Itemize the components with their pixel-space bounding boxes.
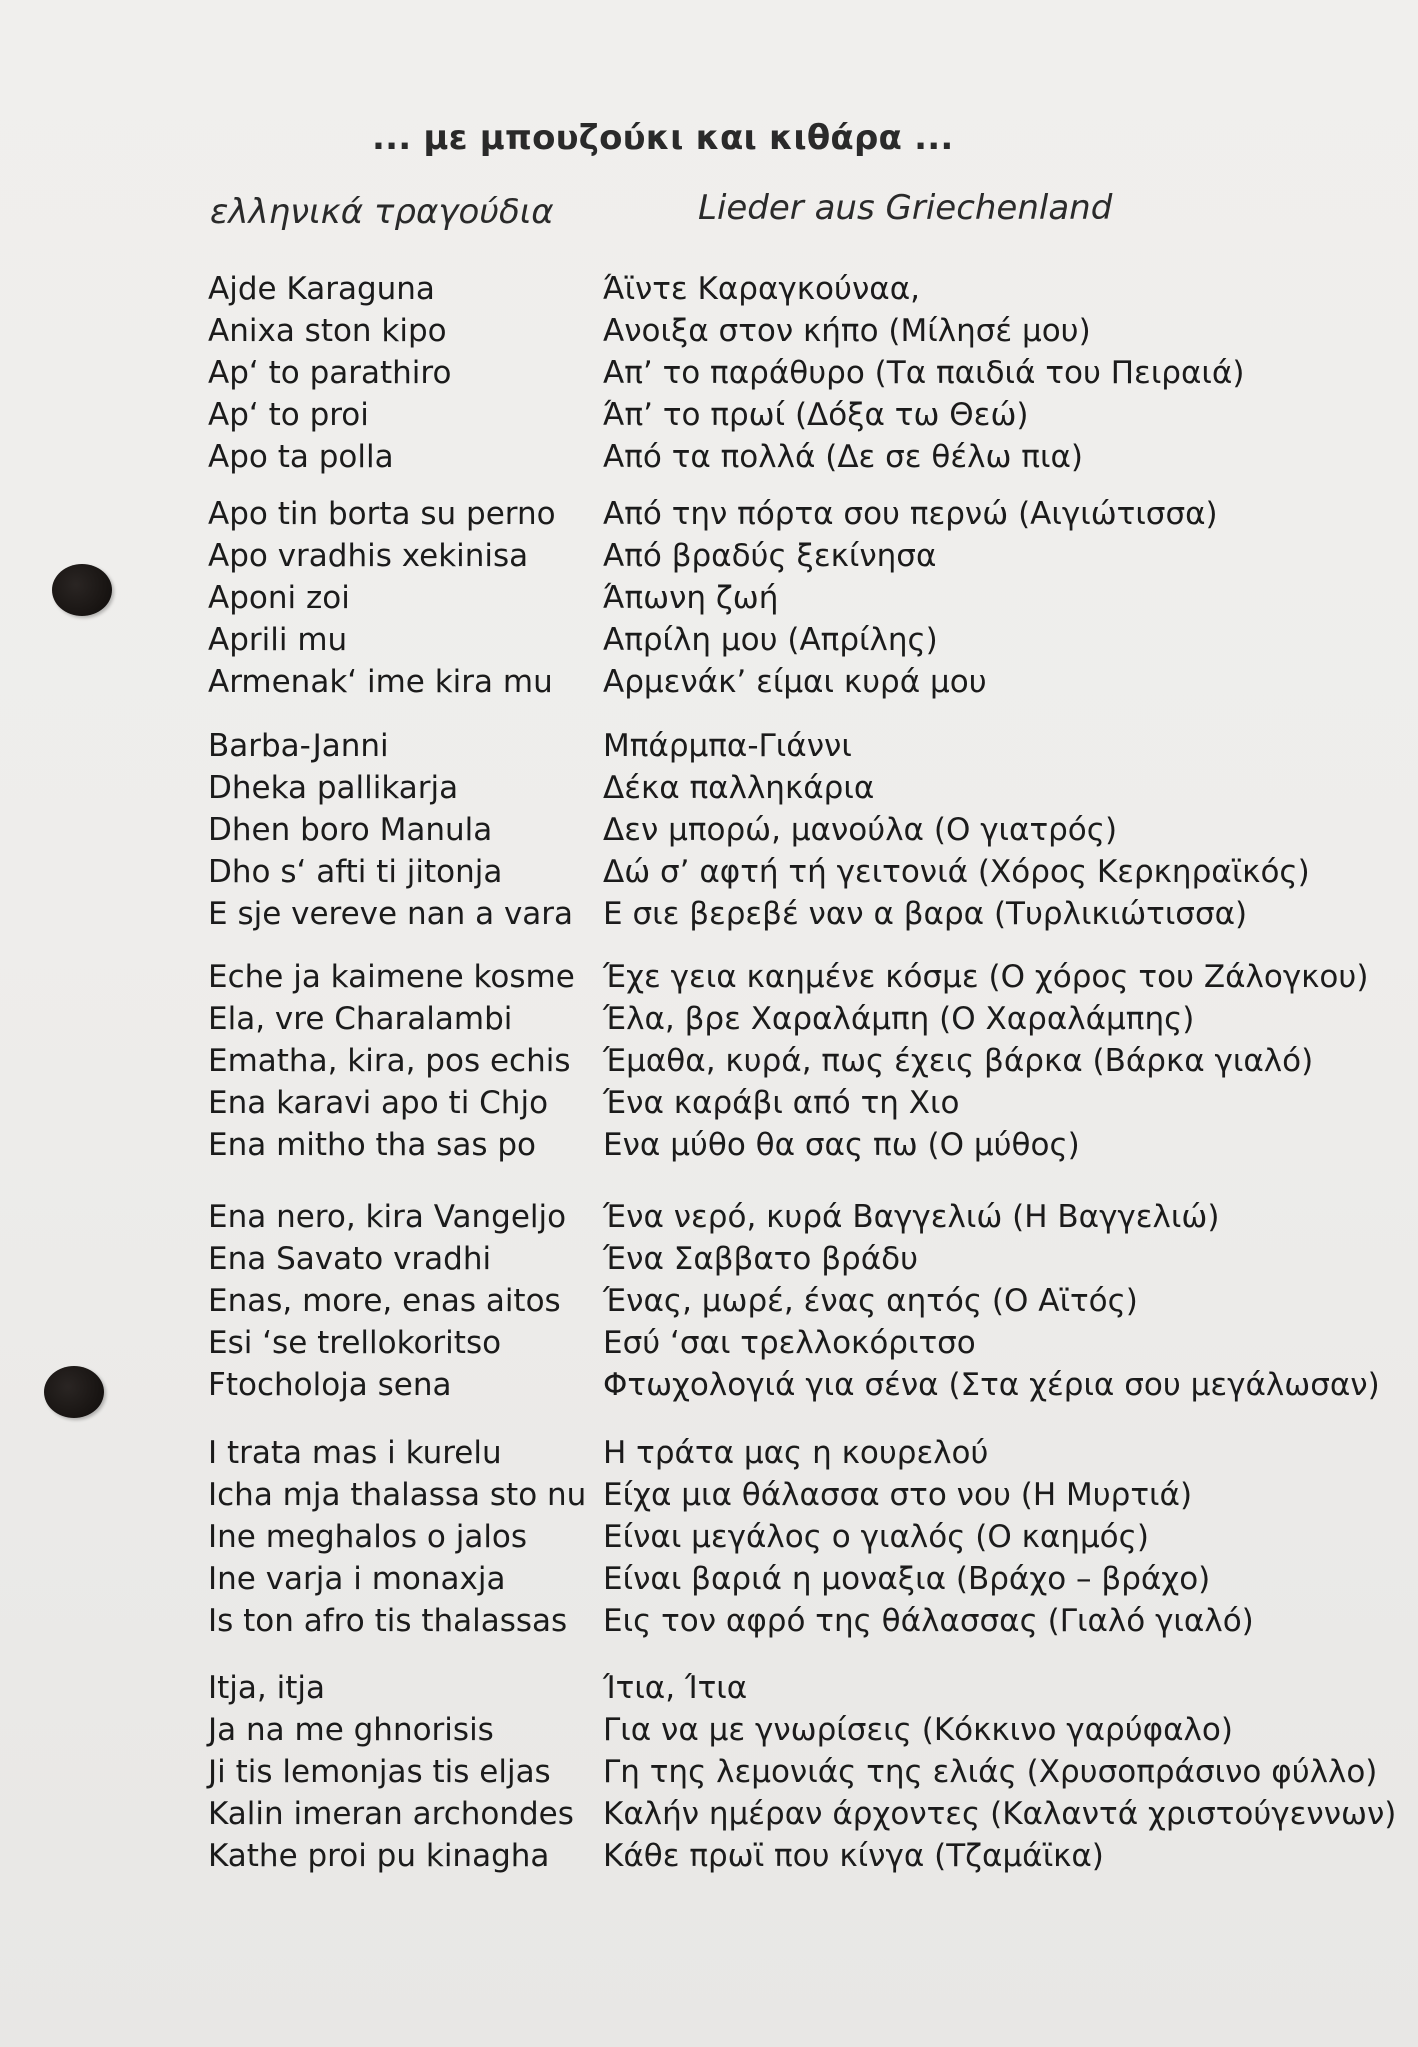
song-row: [0, 310, 1418, 352]
song-title-latin: Ine meghalos o jalos: [208, 1519, 528, 1555]
song-title-greek: Ίτια, Ίτια: [603, 1670, 748, 1706]
song-row: [0, 1196, 1418, 1238]
song-row: [0, 809, 1418, 851]
song-title-latin: Ela, vre Charalambi: [208, 1001, 513, 1037]
page-title: ... με μπουζούκι και κιθάρα ...: [372, 118, 954, 158]
column-header-german: Lieder aus Griechenland: [698, 188, 1113, 228]
song-row: [0, 1322, 1418, 1364]
song-title-greek: Ένα καράβι από τη Χιο: [603, 1085, 960, 1121]
song-title-latin: Ena mitho tha sas po: [208, 1127, 536, 1163]
song-title-greek: Κάθε πρωϊ που κίνγα (Τζαμάϊκα): [603, 1838, 1104, 1874]
song-title-latin: Ajde Karaguna: [208, 271, 435, 307]
song-row: [0, 1516, 1418, 1558]
song-title-latin: Apo vradhis xekinisa: [208, 538, 529, 574]
song-row: [0, 1474, 1418, 1516]
song-title-greek: Δέκα παλληκάρια: [603, 770, 875, 806]
song-title-latin: Ftocholoja sena: [208, 1367, 452, 1403]
song-title-greek: Η τράτα μας η κουρελού: [603, 1435, 989, 1471]
song-row: [0, 394, 1418, 436]
song-title-greek: Ένας, μωρέ, ένας αητός (Ο Αϊτός): [603, 1283, 1138, 1319]
song-title-latin: Dho s‘ afti ti jitonja: [208, 854, 503, 890]
song-title-latin: Ematha, kira, pos echis: [208, 1043, 571, 1079]
song-row: [0, 1082, 1418, 1124]
song-row: [0, 998, 1418, 1040]
song-title-greek: Μπάρμπα-Γιάννι: [603, 728, 852, 764]
song-title-latin: Armenak‘ ime kira mu: [208, 664, 553, 700]
song-title-latin: Ena karavi apo ti Chjo: [208, 1085, 549, 1121]
song-row: [0, 725, 1418, 767]
song-title-greek: Ε σιε βερεβέ ναν α βαρα (Τυρλικιώτισσα): [603, 896, 1248, 932]
song-title-greek: Αρμενάκ’ είμαι κυρά μου: [603, 664, 987, 700]
song-title-latin: Ine varja i monaxja: [208, 1561, 506, 1597]
song-title-greek: Ενα μύθο θα σας πω (Ο μύθος): [603, 1127, 1080, 1163]
song-row: [0, 1432, 1418, 1474]
song-title-latin: Icha mja thalassa sto nu: [208, 1477, 587, 1513]
song-title-latin: Esi ‘se trellokoritso: [208, 1325, 502, 1361]
song-title-greek: Εσύ ‘σαι τρελλοκόριτσο: [603, 1325, 976, 1361]
song-title-greek: Φτωχολογιά για σένα (Στα χέρια σου μεγάλωσαν): [603, 1367, 1380, 1403]
song-title-latin: Ap‘ to parathiro: [208, 355, 452, 391]
song-title-latin: E sje vereve nan a vara: [208, 896, 574, 932]
song-title-latin: Is ton afro tis thalassas: [208, 1603, 568, 1639]
song-row: [0, 851, 1418, 893]
song-title-greek: Από βραδύς ξεκίνησα: [603, 538, 937, 574]
song-title-greek: Έχε γεια καημένε κόσμε (Ο χόρος του Ζάλογκου): [603, 959, 1369, 995]
song-row: [0, 661, 1418, 703]
song-title-latin: Enas, more, enas aitos: [208, 1283, 561, 1319]
song-title-latin: Eche ja kaimene kosme: [208, 959, 575, 995]
song-title-greek: Γη της λεμονιάς της ελιάς (Χρυσοπράσινο φύλλο): [603, 1754, 1378, 1790]
song-title-latin: Kathe proi pu kinagha: [208, 1838, 550, 1874]
song-title-greek: Από τα πολλά (Δε σε θέλω πια): [603, 439, 1083, 475]
song-title-greek: Είναι μεγάλος ο γιαλός (Ο καημός): [603, 1519, 1149, 1555]
song-row: [0, 1793, 1418, 1835]
song-row: [0, 1364, 1418, 1406]
song-row: [0, 619, 1418, 661]
song-title-latin: Ap‘ to proi: [208, 397, 369, 433]
song-title-latin: Ja na me ghnorisis: [208, 1712, 494, 1748]
song-title-greek: Από την πόρτα σου περνώ (Αιγιώτισσα): [603, 496, 1218, 532]
song-title-latin: Ji tis lemonjas tis eljas: [208, 1754, 551, 1790]
song-title-latin: Ena nero, kira Vangeljo: [208, 1199, 567, 1235]
song-title-latin: Itja, itja: [208, 1670, 325, 1706]
song-row: [0, 1124, 1418, 1166]
song-row: [0, 1238, 1418, 1280]
song-row: [0, 268, 1418, 310]
song-title-greek: Άπωνη ζωή: [603, 580, 779, 616]
song-row: [0, 893, 1418, 935]
song-title-greek: Άϊντε Καραγκούναα,: [603, 271, 920, 307]
song-title-greek: Απ’ το παράθυρο (Τα παιδιά του Πειραιά): [603, 355, 1245, 391]
song-title-greek: Έλα, βρε Χαραλάμπη (Ο Χαραλάμπης): [603, 1001, 1195, 1037]
song-title-latin: Kalin imeran archondes: [208, 1796, 574, 1832]
song-title-greek: Δώ σ’ αφτή τή γειτονιά (Χόρος Κερκηραϊκός): [603, 854, 1310, 890]
song-row: [0, 535, 1418, 577]
song-row: [0, 767, 1418, 809]
song-row: [0, 1751, 1418, 1793]
song-row: [0, 1835, 1418, 1877]
song-title-latin: Aprili mu: [208, 622, 348, 658]
song-title-greek: Άπ’ το πρωί (Δόξα τω Θεώ): [603, 397, 1029, 433]
song-row: [0, 1600, 1418, 1642]
song-title-greek: Είναι βαριά η μοναξια (Βράχο – βράχο): [603, 1561, 1211, 1597]
song-row: [0, 1040, 1418, 1082]
song-title-greek: Καλήν ημέραν άρχοντες (Καλαντά χριστούγεννων): [603, 1796, 1397, 1832]
song-title-greek: Απρίλη μου (Απρίλης): [603, 622, 938, 658]
song-row: [0, 577, 1418, 619]
song-title-latin: Apo tin borta su perno: [208, 496, 556, 532]
song-title-greek: Εις τον αφρό της θάλασσας (Γιαλό γιαλό): [603, 1603, 1254, 1639]
song-row: [0, 493, 1418, 535]
song-row: [0, 1709, 1418, 1751]
song-title-greek: Για να με γνωρίσεις (Κόκκινο γαρύφαλο): [603, 1712, 1233, 1748]
song-title-latin: Aponi zoi: [208, 580, 350, 616]
song-title-greek: Ένα Σαββατο βράδυ: [603, 1241, 919, 1277]
song-title-latin: I trata mas i kurelu: [208, 1435, 502, 1471]
song-title-latin: Dhen boro Manula: [208, 812, 493, 848]
song-title-greek: Δεν μπορώ, μανούλα (Ο γιατρός): [603, 812, 1118, 848]
song-title-latin: Anixa ston kipo: [208, 313, 447, 349]
song-row: [0, 1667, 1418, 1709]
song-row: [0, 956, 1418, 998]
song-row: [0, 1280, 1418, 1322]
song-title-latin: Apo ta polla: [208, 439, 394, 475]
song-row: [0, 352, 1418, 394]
column-header-greek: ελληνικά τραγούδια: [210, 192, 554, 232]
song-title-greek: Ένα νερό, κυρά Βαγγελιώ (Η Βαγγελιώ): [603, 1199, 1220, 1235]
song-row: [0, 1558, 1418, 1600]
song-title-latin: Barba-Janni: [208, 728, 389, 764]
song-title-greek: Έμαθα, κυρά, πως έχεις βάρκα (Βάρκα γιαλό): [603, 1043, 1314, 1079]
song-title-latin: Dheka pallikarja: [208, 770, 459, 806]
song-title-greek: Ανοιξα στον κήπο (Μίλησέ μου): [603, 313, 1091, 349]
song-title-latin: Ena Savato vradhi: [208, 1241, 492, 1277]
song-title-greek: Είχα μια θάλασσα στο νου (Η Μυρτιά): [603, 1477, 1193, 1513]
song-row: [0, 436, 1418, 478]
